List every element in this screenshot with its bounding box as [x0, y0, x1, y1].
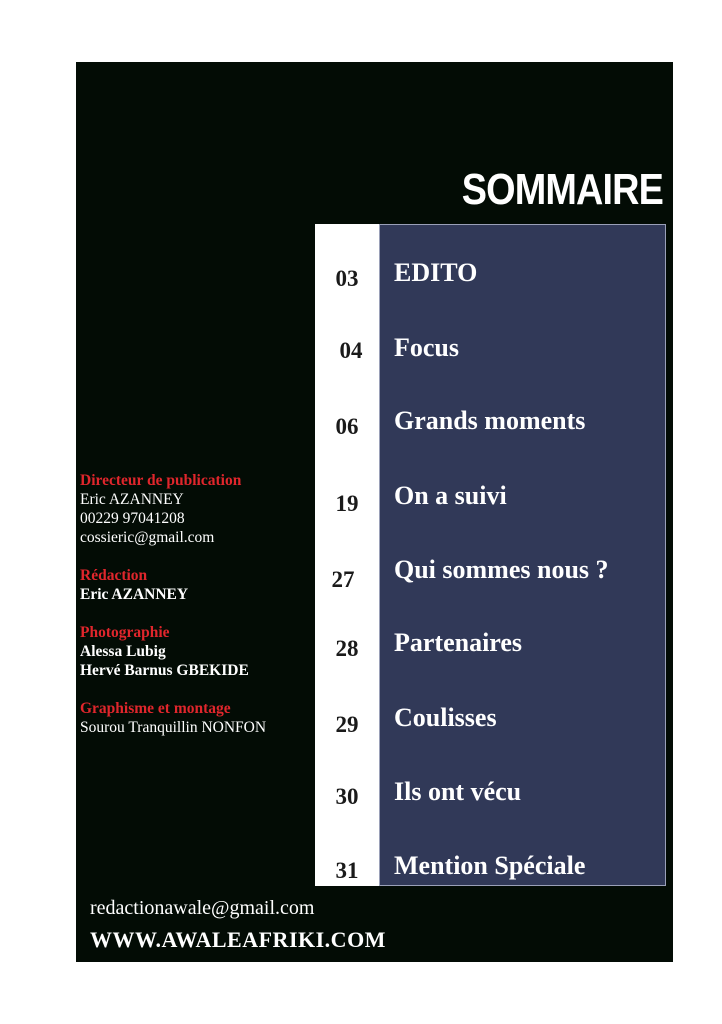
credit-phone: 00229 97041208 [80, 510, 185, 527]
toc-page-number: 04 [339, 338, 363, 363]
credit-email: cossieric@gmail.com [80, 529, 215, 546]
toc-item-label: Mention Spéciale [394, 851, 586, 880]
toc-page-number: 31 [335, 858, 359, 883]
toc-page-number: 03 [335, 266, 359, 291]
footer-website: WWW.AWALEAFRIKI.COM [90, 927, 386, 952]
toc-item-label: Coulisses [394, 703, 497, 732]
footer-email: redactionawale@gmail.com [90, 897, 315, 919]
credits-block [80, 471, 312, 737]
toc-item-label: EDITO [394, 258, 478, 287]
credit-name: Sourou Tranquillin NONFON [80, 719, 267, 736]
toc-page-number: 27 [331, 567, 355, 592]
toc-item-label: Grands moments [394, 406, 586, 435]
toc-item-label: Qui sommes nous ? [394, 555, 609, 584]
toc-item-label: Ils ont vécu [394, 777, 522, 806]
credit-role: Photographie [80, 624, 170, 641]
credit-role: Rédaction [80, 567, 148, 584]
toc-page-number: 06 [335, 414, 359, 439]
toc-item-label: Focus [394, 333, 459, 362]
credit-role: Directeur de publication [80, 472, 242, 489]
toc-item-label: On a suivi [394, 481, 507, 510]
toc-item-label: Partenaires [394, 628, 523, 657]
credit-name: Alessa Lubig [80, 643, 166, 660]
toc-page-number: 29 [335, 712, 359, 737]
credit-name: Hervé Barnus GBEKIDE [80, 662, 249, 679]
toc-page-number: 30 [335, 784, 359, 809]
toc-panel [379, 224, 666, 886]
credit-name: Eric AZANNEY [80, 586, 189, 603]
toc-page-number: 19 [335, 491, 359, 516]
page-title: SOMMAIRE [461, 165, 663, 214]
page-number-column [315, 224, 379, 886]
credit-role: Graphisme et montage [80, 700, 231, 717]
toc-page-number: 28 [335, 636, 359, 661]
magazine-page [76, 62, 673, 962]
credit-name: Eric AZANNEY [80, 491, 184, 508]
